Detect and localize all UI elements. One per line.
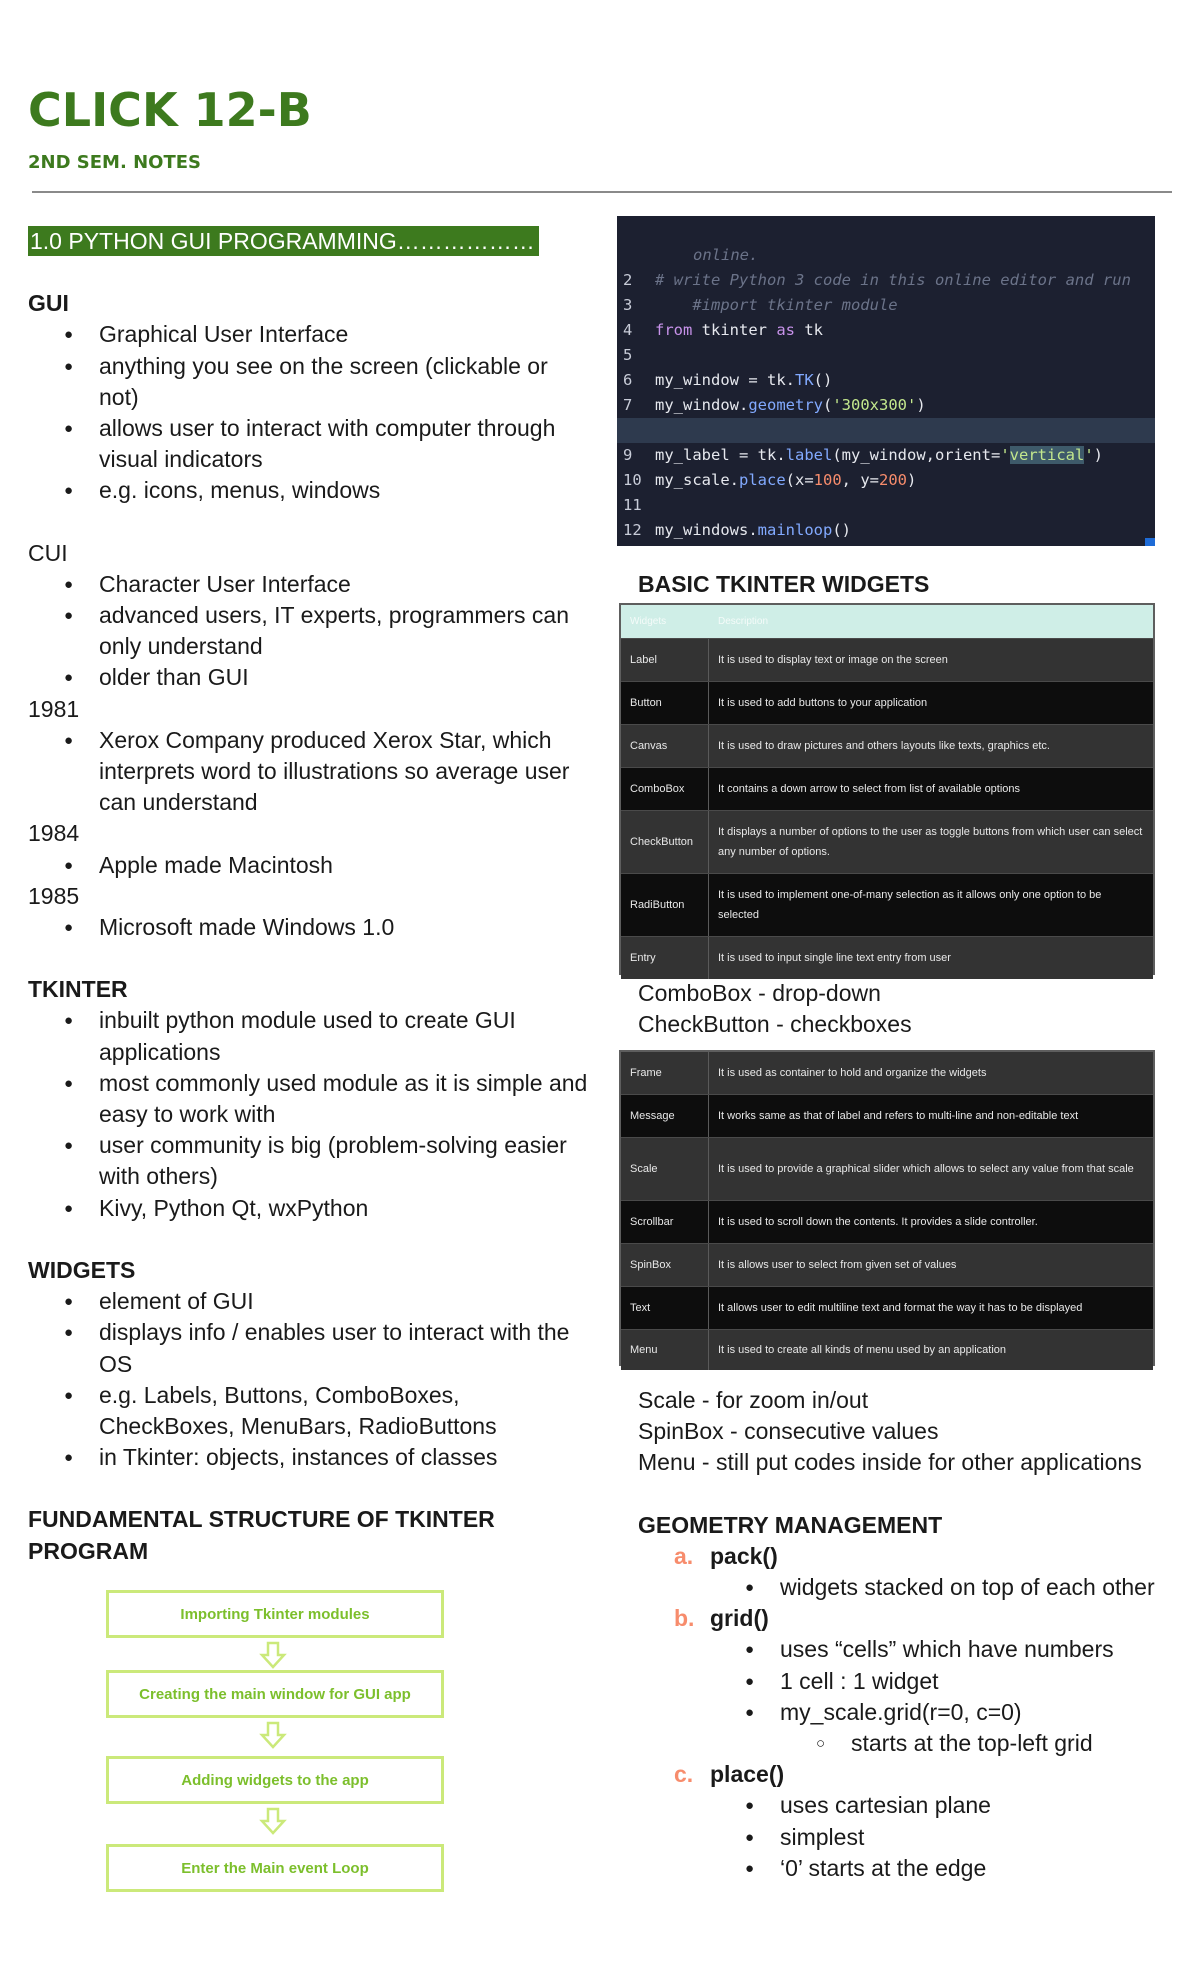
- code-line: [617, 393, 1155, 418]
- down-arrow-icon: [258, 1640, 288, 1670]
- list-item: ● advanced users, IT experts, programmers can only understand: [28, 600, 588, 662]
- code-line: 2 # write Python 3 code in this online editor and run: [623, 271, 1131, 289]
- list-item: ● e.g. Labels, Buttons, ComboBoxes, CheckBoxes, MenuBars, RadioButtons: [28, 1380, 588, 1442]
- code-text: my_label = tk.label(my_window,orient='vertical'): [655, 446, 1103, 464]
- section-banner: 1.0 PYTHON GUI PROGRAMMING………………: [28, 226, 539, 256]
- structure-heading: FUNDAMENTAL STRUCTURE OF TKINTER PROGRAM: [28, 1506, 495, 1564]
- list-item: ● element of GUI: [28, 1286, 588, 1317]
- table-row: ComboBox It contains a down arrow to select from list of available options: [621, 768, 1153, 811]
- notes-block-2: [638, 1385, 1198, 1884]
- list-item: ● Kivy, Python Qt, wxPython: [28, 1193, 588, 1224]
- basic-widgets-heading: BASIC TKINTER WIDGETS: [638, 571, 930, 597]
- table-row: Entry It is used to input single line text entry from user: [621, 937, 1153, 979]
- table-row: Text It allows user to edit multiline text and format the way it has to be displayed: [621, 1287, 1153, 1330]
- note-line: SpinBox - consecutive values: [638, 1418, 939, 1445]
- note-line: Menu - still put codes inside for other applications: [638, 1449, 1142, 1476]
- table-header-row: Widgets Description: [621, 605, 1153, 639]
- scroll-corner: [1145, 538, 1155, 546]
- code-line: 4 from tkinter as tk: [617, 293, 1155, 318]
- tkinter-heading: TKINTER: [28, 976, 128, 1003]
- list-item: ● anything you see on the screen (clickable or not): [28, 351, 588, 413]
- list-item: ● 1 cell : 1 widget: [638, 1666, 1198, 1697]
- code-line: online.: [693, 246, 759, 264]
- list-item: ● my_scale.grid(r=0, c=0): [638, 1697, 1198, 1728]
- down-arrow-icon: [258, 1806, 288, 1836]
- code-line: 10 my_scale.place(x=100, y=200): [617, 443, 1155, 468]
- table-row: Button It is used to add buttons to your application: [621, 682, 1153, 725]
- list-item: ● allows user to interact with computer through visual indicators: [28, 413, 588, 475]
- sub-list-item: ○ starts at the top-left grid: [638, 1728, 1198, 1759]
- widgets-heading: WIDGETS: [28, 1256, 136, 1283]
- header-divider: [32, 191, 1172, 193]
- note-line: CheckButton - checkboxes: [638, 1011, 912, 1038]
- list-item: ● uses cartesian plane: [638, 1790, 1198, 1821]
- list-item: ● older than GUI: [28, 662, 588, 693]
- table-row: Frame It is used as container to hold and organize the widgets: [621, 1052, 1153, 1095]
- code-line: 9 my_label = tk.label(my_window,orient='vertical'): [617, 418, 1155, 443]
- list-item: ● user community is big (problem-solving easier with others): [28, 1130, 588, 1192]
- code-text: my_window = tk.TK(): [655, 371, 833, 389]
- page-subtitle: 2ND SEM. NOTES: [28, 152, 201, 173]
- geometry-item-grid: b. grid(): [674, 1605, 769, 1632]
- code-text: my_window.geometry('300x300'): [655, 396, 926, 414]
- table-row: Message It works same as that of label and refers to multi-line and non-editable text: [621, 1095, 1153, 1138]
- code-line: 7 my_window.geometry('300x300'): [617, 368, 1155, 393]
- list-item: ● Microsoft made Windows 1.0: [28, 912, 588, 943]
- code-editor-screenshot: [617, 216, 1155, 546]
- code-line: 3 #import tkinter module: [623, 296, 898, 314]
- table-row: SpinBox It is allows user to select from given set of values: [621, 1244, 1153, 1287]
- flow-step: Importing Tkinter modules: [106, 1590, 444, 1638]
- notes-block-1: [638, 978, 1178, 1040]
- table-row: Menu It is used to create all kinds of menu used by an application: [621, 1330, 1153, 1370]
- list-item: ● e.g. icons, menus, windows: [28, 475, 588, 506]
- note-line: ComboBox - drop-down: [638, 980, 881, 1006]
- table-row: Scrollbar It is used to scroll down the contents. It provides a slide controller.: [621, 1201, 1153, 1244]
- list-item: ● ‘0’ starts at the edge: [638, 1853, 1198, 1884]
- tkinter-list: [28, 1005, 588, 1223]
- year-label: 1981: [28, 695, 80, 722]
- list-item: ● widgets stacked on top of each other: [638, 1572, 1198, 1603]
- table-row: Canvas It is used to draw pictures and others layouts like texts, graphics etc.: [621, 725, 1153, 768]
- list-item: ● Graphical User Interface: [28, 319, 588, 350]
- code-line: 12 my_windows.mainloop(): [617, 493, 1155, 518]
- code-text: my_scale.place(x=100, y=200): [655, 471, 917, 489]
- list-item: ● simplest: [638, 1822, 1198, 1853]
- table-row: CheckButton It displays a number of options to the user as toggle buttons from which user can select any number of options.: [621, 811, 1153, 874]
- code-line: 6 my_window = tk.TK(): [617, 343, 1155, 368]
- cui-list: [28, 569, 588, 694]
- year-label: 1984: [28, 820, 80, 847]
- widgets-table-1: [619, 603, 1155, 975]
- list-item: ● inbuilt python module used to create GUI applications: [28, 1005, 588, 1067]
- table-row: Label It is used to display text or image on the screen: [621, 639, 1153, 682]
- geometry-heading: GEOMETRY MANAGEMENT: [638, 1511, 943, 1538]
- note-line: Scale - for zoom in/out: [638, 1387, 869, 1413]
- flow-step: Enter the Main event Loop: [106, 1844, 444, 1892]
- table-row: Scale It is used to provide a graphical slider which allows to select any value from that scale: [621, 1138, 1153, 1201]
- structure-flow-diagram: [104, 1590, 452, 1900]
- list-item: ● uses “cells” which have numbers: [638, 1634, 1198, 1665]
- year-label: 1985: [28, 882, 80, 909]
- geometry-item-pack: a. pack(): [674, 1542, 778, 1569]
- list-item: ● Character User Interface: [28, 569, 588, 600]
- code-text: my_windows.mainloop(): [655, 521, 851, 539]
- widgets-table-2: [619, 1050, 1155, 1366]
- page-header: [28, 78, 312, 173]
- code-line: 11: [623, 496, 642, 514]
- code-text: from tkinter as tk: [655, 321, 823, 339]
- cui-heading: CUI: [28, 539, 68, 566]
- left-column: [28, 226, 588, 1567]
- flow-step: Creating the main window for GUI app: [106, 1670, 444, 1718]
- down-arrow-icon: [258, 1720, 288, 1750]
- list-item: ● Apple made Macintosh: [28, 850, 588, 881]
- list-item: ● Xerox Company produced Xerox Star, which interprets word to illustrations so average user can understand: [28, 725, 588, 819]
- flow-step: Adding widgets to the app: [106, 1756, 444, 1804]
- code-line: 5: [623, 346, 633, 364]
- widgets-list: [28, 1286, 588, 1473]
- gui-list: [28, 319, 588, 506]
- list-item: ● displays info / enables user to interact with the OS: [28, 1317, 588, 1379]
- widgets-heading-block: [638, 569, 1178, 600]
- gui-heading: GUI: [28, 290, 69, 317]
- list-item: ● in Tkinter: objects, instances of classes: [28, 1442, 588, 1473]
- page-title: CLICK 12-B: [28, 83, 312, 137]
- geometry-item-place: c. place(): [674, 1761, 785, 1788]
- list-item: ● most commonly used module as it is simple and easy to work with: [28, 1068, 588, 1130]
- table-row: RadiButton It is used to implement one-of-many selection as it allows only one option to be selected: [621, 874, 1153, 937]
